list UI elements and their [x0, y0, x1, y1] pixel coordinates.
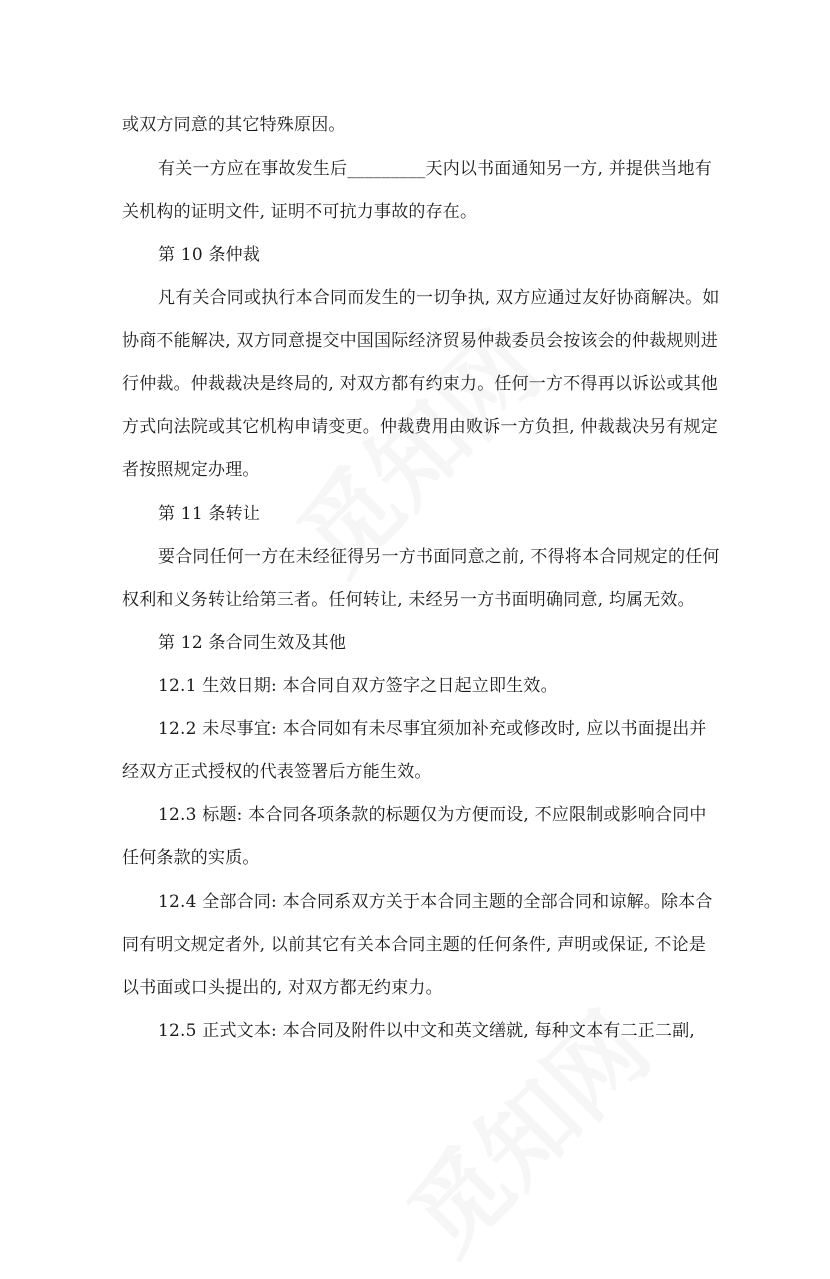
section-heading: 第 11 条转让 — [158, 504, 261, 524]
paragraph-line: 同有明文规定者外, 以前其它有关本合同主题的任何条件, 声明或保证, 不论是 — [122, 935, 707, 955]
paragraph-line: 有关一方应在事故发生后_________天内以书面通知另一方, 并提供当地有 — [158, 159, 712, 179]
paragraph-line: 12.2 未尽事宜: 本合同如有未尽事宜须加补充或修改时, 应以书面提出并 — [158, 719, 707, 739]
paragraph-line: 12.3 标题: 本合同各项条款的标题仅为方便而设, 不应限制或影响合同中 — [158, 805, 707, 825]
paragraph-line: 者按照规定办理。 — [122, 460, 260, 480]
paragraph-line: 要合同任何一方在未经征得另一方书面同意之前, 不得将本合同规定的任何 — [158, 547, 720, 567]
section-heading: 第 10 条仲裁 — [158, 245, 261, 265]
paragraph-line: 协商不能解决, 双方同意提交中国国际经济贸易仲裁委员会按该会的仲裁规则进 — [122, 331, 719, 351]
paragraph-line: 方式向法院或其它机构申请变更。仲裁费用由败诉一方负担, 仲裁裁决另有规定 — [122, 417, 719, 437]
paragraph-line: 行仲裁。仲裁裁决是终局的, 对双方都有约束力。任何一方不得再以诉讼或其他 — [122, 374, 719, 394]
paragraph-line: 关机构的证明文件, 证明不可抗力事故的存在。 — [122, 202, 478, 222]
paragraph-line: 任何条款的实质。 — [122, 848, 260, 868]
paragraph-line: 12.5 正式文本: 本合同及附件以中文和英文缮就, 每种文本有二正二副, — [158, 1021, 695, 1041]
paragraph-line: 以书面或口头提出的, 对双方都无约束力。 — [122, 978, 443, 998]
paragraph-line: 12.1 生效日期: 本合同自双方签字之日起立即生效。 — [158, 676, 558, 696]
paragraph-line: 凡有关合同或执行本合同而发生的一切争执, 双方应通过友好协商解决。如 — [158, 288, 720, 308]
section-heading: 第 12 条合同生效及其他 — [158, 633, 347, 653]
paragraph-line: 或双方同意的其它特殊原因。 — [122, 115, 346, 135]
paragraph-line: 12.4 全部合同: 本合同系双方关于本合同主题的全部合同和谅解。除本合 — [158, 892, 713, 912]
paragraph-line: 权利和义务转让给第三者。任何转让, 未经另一方书面明确同意, 均属无效。 — [122, 590, 695, 610]
paragraph-line: 经双方正式授权的代表签署后方能生效。 — [122, 762, 432, 782]
